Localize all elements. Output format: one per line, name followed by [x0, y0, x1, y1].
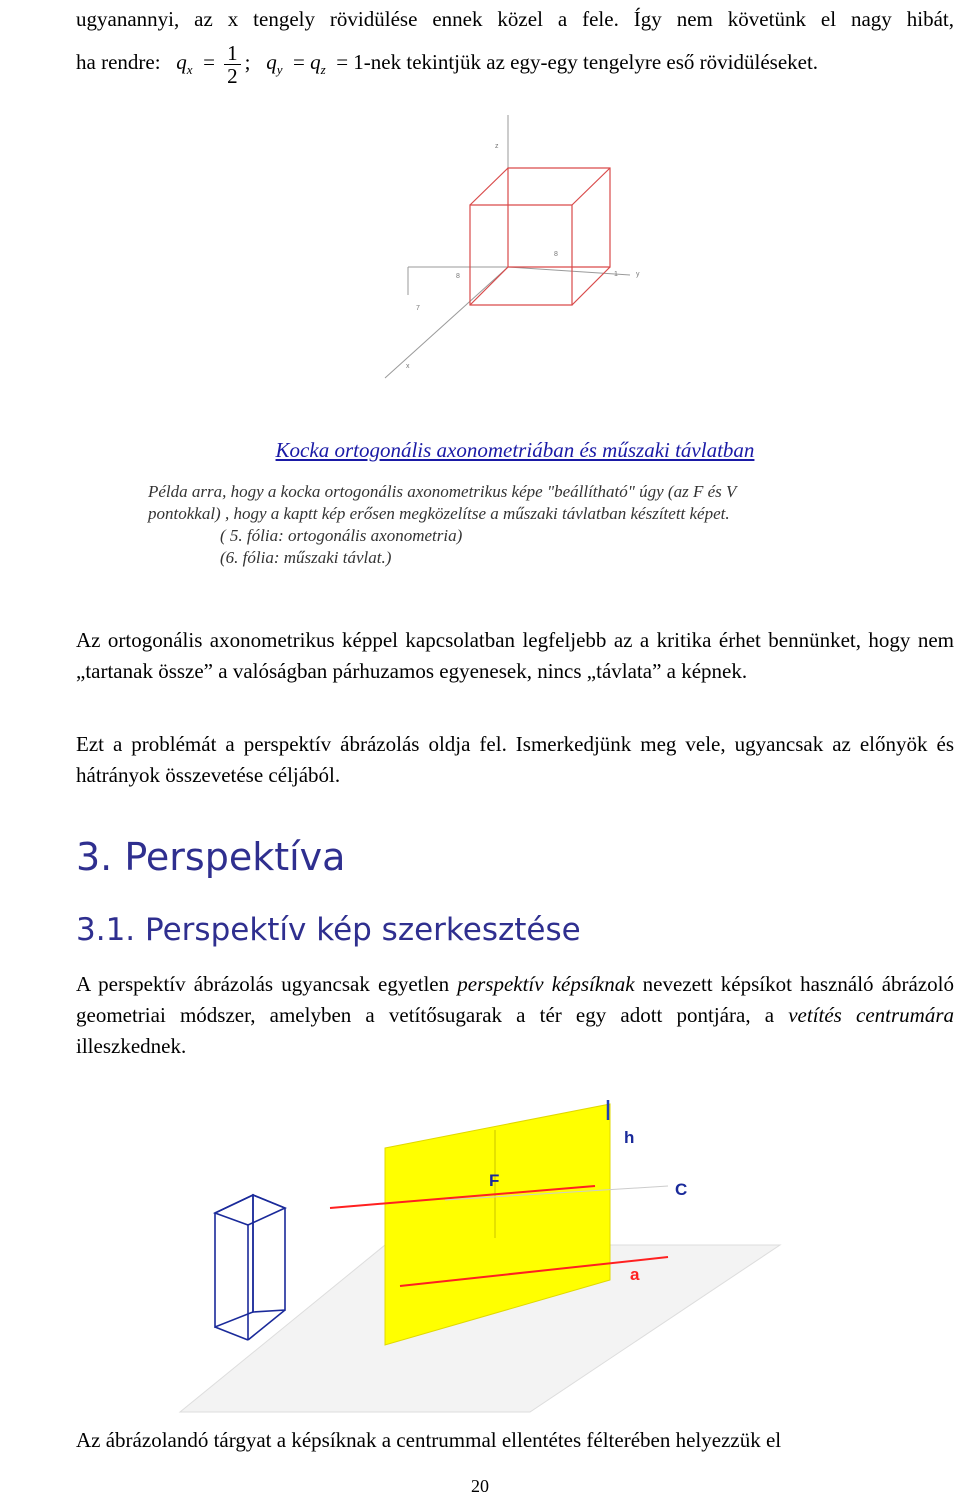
intro-suffix: -nek tekintjük az egy-egy tengelyre eső rövidüléseket. — [363, 50, 819, 74]
cube-edge-4 — [470, 267, 508, 305]
box-wireframe — [215, 1195, 285, 1340]
footer-paragraph: Az ábrázolandó tárgyat a képsíknak a centrummal ellentétes félterében helyezzük el — [76, 1428, 782, 1452]
cube-axonometric-figure — [340, 110, 680, 385]
sub-z: z — [320, 62, 326, 78]
figure-caption-title-wrap — [0, 438, 960, 463]
label-z: z — [495, 143, 499, 150]
label-h: h — [624, 1128, 635, 1147]
heading-perspektiv-kep: 3.1. Perspektív kép szerkesztése — [76, 912, 581, 948]
intro-prefix: ha rendre: — [76, 50, 161, 74]
label-7: 7 — [416, 305, 420, 312]
cube-edge-1 — [470, 168, 508, 205]
intro-line-1: ugyanannyi, az x tengely rövidülése ennek közel a fele. Így nem követünk el nagy hibát, — [76, 7, 954, 31]
cube — [470, 168, 610, 305]
label-x: x — [406, 363, 410, 370]
semicolon: ; — [244, 50, 251, 74]
caption-ref-2: (6. fólia: műszaki távlat.) — [220, 548, 392, 567]
p3-part-3: illeszkednek. — [76, 1034, 187, 1058]
frac-num: 1 — [224, 42, 241, 65]
x-axis — [385, 267, 508, 378]
label-a: a — [630, 1265, 640, 1284]
figure-caption-link[interactable]: Kocka ortogonális axonometriában és műszaki távlatban — [275, 438, 755, 462]
q-z: q — [310, 50, 321, 74]
label-8b: 8 — [456, 273, 460, 280]
fraction-one-half — [224, 42, 241, 87]
frac-den: 2 — [227, 63, 238, 88]
box-side — [253, 1195, 285, 1312]
paragraph-2: Ezt a problémát a perspektív ábrázolás oldja fel. Ismerkedjünk meg vele, ugyancsak az előnyök és hátrányok összevetése céljából. — [76, 732, 954, 787]
p3-part-2: nevezett képsíkot használó ábrázoló geometriai módszer, amelyben a vetítősugarak a tér egy adott pontjára, a — [76, 972, 954, 1027]
sub-y: y — [276, 62, 283, 78]
caption-desc-line-1: Példa arra, hogy a kocka ortogonális axonometrikus képe "beállítható" úgy (az F és V — [148, 482, 737, 501]
q-x: q — [176, 50, 187, 74]
p3-emphasis-2: vetítés centrumára — [788, 1003, 954, 1027]
y-axis — [508, 267, 630, 275]
paragraph-1: Az ortogonális axonometrikus képpel kapcsolatban legfeljebb az a kritika érhet bennünket, hogy nem „tartanak össze” a valóságban párhuzamos egyenesek, nincs „távlata” a képnek. — [76, 628, 954, 683]
eq-3: = 1 — [336, 50, 364, 74]
cube-labels — [406, 143, 640, 370]
caption-ref-1: ( 5. fólia: ortogonális axonometria) — [220, 526, 463, 545]
caption-desc-line-2: pontokkal) , hogy a kaptt kép erősen megközelítse a műszaki távlatban készített képet. — [148, 504, 730, 523]
perspective-figure — [170, 1070, 790, 1415]
sub-x: x — [186, 62, 193, 78]
eq-1: = — [203, 50, 215, 74]
box-top — [215, 1195, 285, 1225]
eq-2: = — [293, 50, 305, 74]
label-C: C — [675, 1180, 688, 1199]
label-y: y — [636, 271, 640, 278]
page-number: 20 — [471, 1476, 489, 1496]
label-8a: 8 — [554, 251, 558, 258]
intro-line-2 — [76, 40, 954, 92]
box-bottom-1 — [215, 1327, 248, 1340]
p3-emphasis-1: perspektív képsíknak — [457, 972, 635, 996]
label-F: F — [489, 1171, 500, 1190]
p3-part-1: A perspektív ábrázolás ugyancsak egyetlen — [76, 972, 458, 996]
label-1: 1 — [614, 271, 618, 278]
q-y: q — [266, 50, 277, 74]
paragraph-3 — [76, 969, 954, 1062]
heading-perspektiva: 3. Perspektíva — [76, 835, 346, 879]
cube-edge-2 — [572, 168, 610, 205]
caption-desc — [148, 481, 868, 569]
